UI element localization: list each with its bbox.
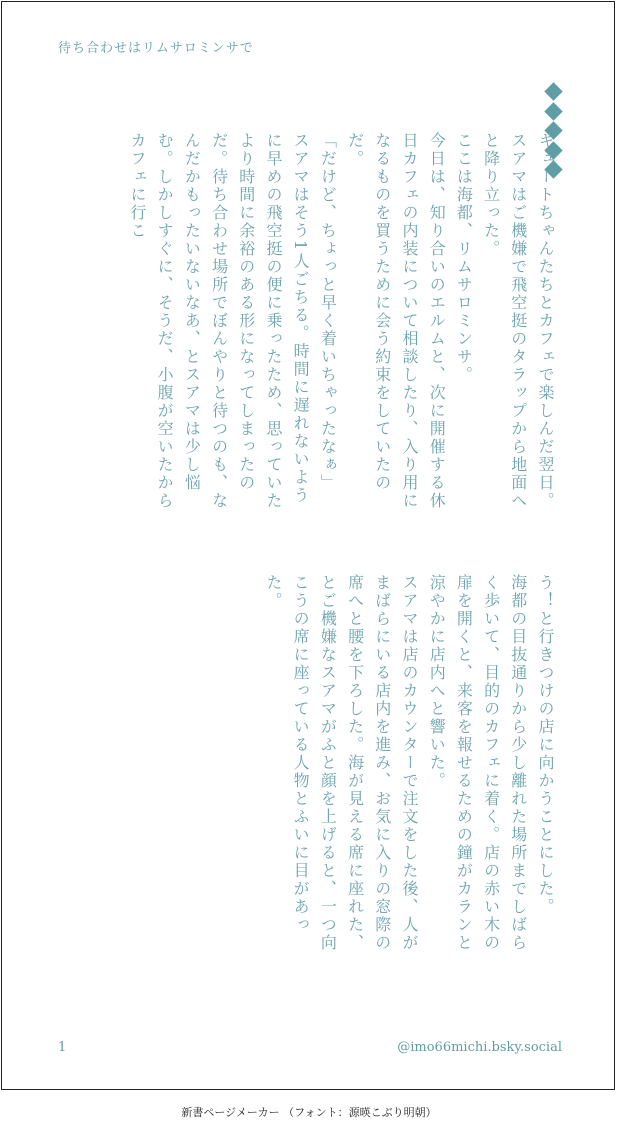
body-text-upper xyxy=(124,132,559,522)
page-header-title: 待ち合わせはリムサロミンサで xyxy=(58,41,254,56)
diamond-icon xyxy=(544,102,562,120)
paragraph: 今日は、知り合いのエルムと、次に開催する休日カフェの内装について相談したり、入り用になるものを買うために会う約束をしていたのだ。 xyxy=(345,132,447,510)
paragraph: キュートちゃんたちとカフェで楽しんだ翌日。 xyxy=(536,132,555,510)
diamond-icon xyxy=(544,82,562,100)
body-text-lower xyxy=(260,574,559,964)
paragraph: スアマはそう1人ごちる。時間に遅れないように早めの飛空挺の便に乗ったため、思っていたより時間に余裕のある形になってしまったのだ。待ち合わせ場所でぼんやりと待つのも、なんだかもったいないなあ、とスアマは少し悩む。しかしすぐに、そうだ、小腹が空いたからカフェに行こ xyxy=(127,132,311,510)
paragraph: ここは海都、リムサロミンサ。 xyxy=(454,132,474,384)
paragraph: スアマはご機嫌で飛空挺のタラップから地面へと降り立った。 xyxy=(481,132,528,510)
paragraph: う！と行きつけの店に向かうことにした。 xyxy=(536,574,555,916)
paragraph: 「だけど、ちょっと早く着いちゃったなぁ」 xyxy=(318,132,338,492)
paragraph: スアマは店のカウンターで注文をした後、人がまばらにいる店内を進み、お気に入りの窓際の席へと腰を下ろした。海が見える席に座れた、とご機嫌なスアマがふと顔を上げると、一つ向こうの席に座っている人物とふいに目があった。 xyxy=(263,574,419,952)
novel-page xyxy=(1,1,615,1090)
page-number: 1 xyxy=(58,1040,67,1055)
app-caption: 新書ページメーカー （フォント：源暎こぶり明朝） xyxy=(181,1106,437,1119)
author-handle: @imo66michi.bsky.social xyxy=(397,1040,562,1055)
paragraph: 海都の目抜通りから少し離れた場所までしばらく歩いて、目的のカフェに着く。店の赤い木の扉を開くと、来客を報せるための鐘がカランと涼やかに店内へと響いた。 xyxy=(427,574,528,952)
